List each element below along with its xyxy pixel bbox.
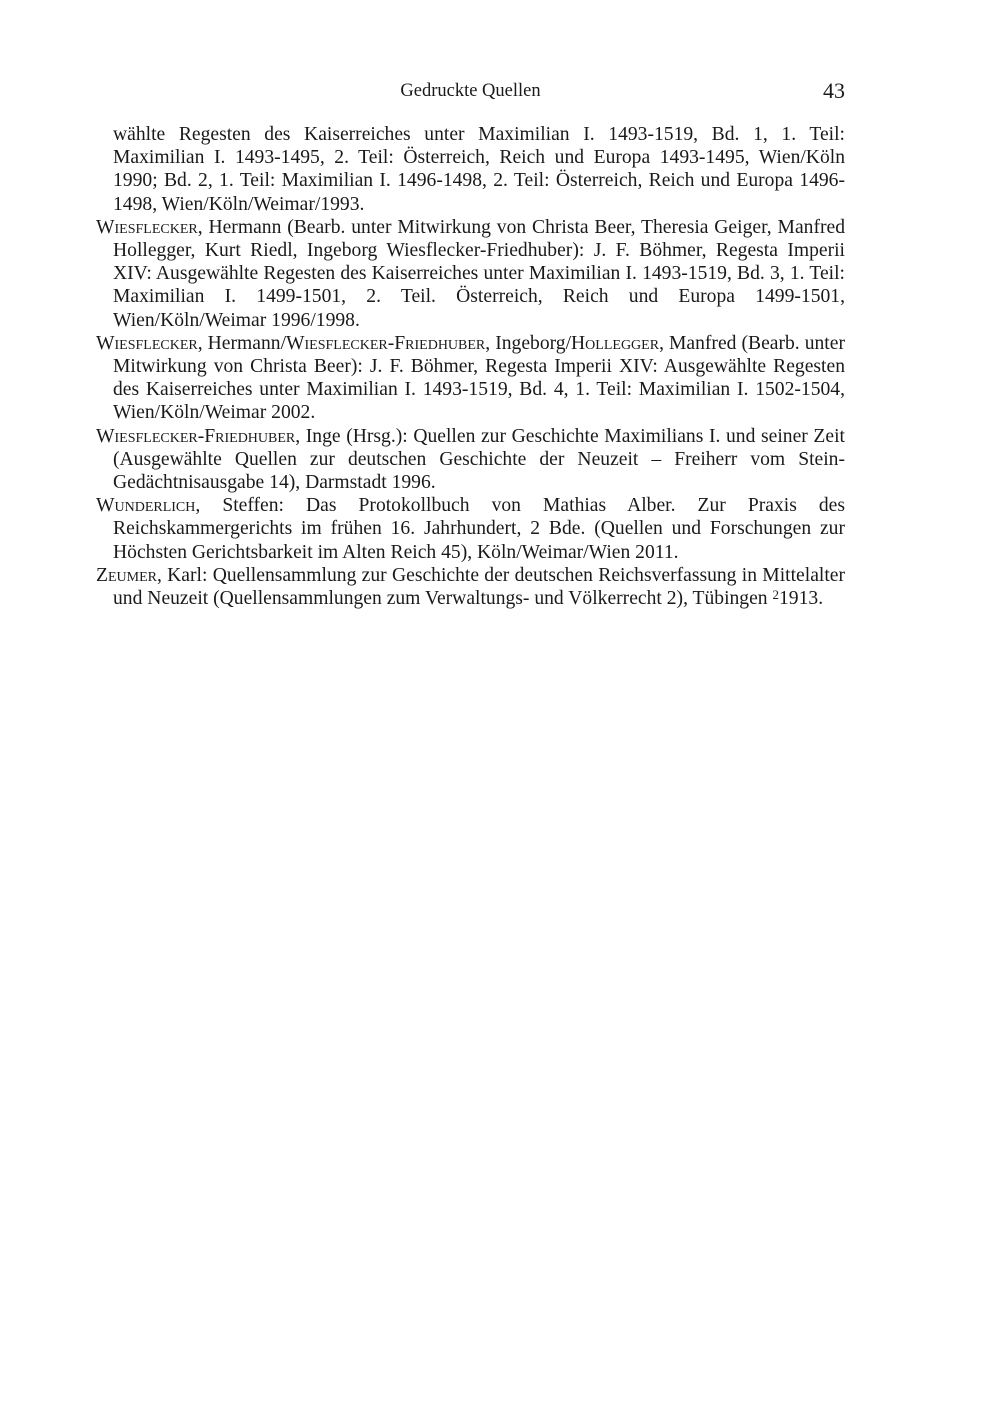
author-name: Wiesflecker-Friedhuber	[96, 425, 296, 447]
author-name: Wiesflecker	[96, 216, 198, 238]
author-name: Wiesflecker	[96, 332, 198, 354]
bibliography-list	[96, 123, 845, 610]
author-name: Zeumer	[96, 564, 157, 586]
bibliography-entry	[96, 425, 845, 495]
bibliography-entry	[96, 216, 845, 332]
entry-text: , Inge (Hrsg.): Quellen zur Geschichte Maximilians I. und seiner Zeit (Ausgewählte Quellen zur deutschen Geschichte der Neuzeit – Freiherr vom Stein-Gedächtnisausgabe 14), Darmstadt 1996.	[113, 425, 845, 494]
author-name: Wunderlich	[96, 495, 196, 517]
bibliography-entry	[96, 123, 845, 216]
page-number: 43	[823, 78, 845, 103]
author-name: Hollegger	[571, 332, 660, 354]
running-title: Gedruckte Quellen	[400, 81, 541, 101]
author-separator: , Hermann/	[197, 332, 287, 354]
page-header	[96, 78, 845, 106]
entry-text: , Karl: Quellensammlung zur Geschichte der deutschen Reichsverfassung in Mittelalter und Neuzeit (Quellensammlungen zum Verwaltungs- und Völkerrecht 2), Tübingen	[113, 564, 845, 610]
entry-text: , Steffen: Das Protokollbuch von Mathias Alber. Zur Praxis des Reichskammergerichts im frühen 16. Jahrhundert, 2 Bde. (Quellen und Forschungen zur Höchsten Gerichtsbarkeit im Alten Reich 45), Köln/Weimar/Wien 2011.	[113, 495, 845, 563]
author-separator: , Ingeborg/	[485, 332, 572, 354]
author-name: Wiesflecker-Friedhuber	[286, 332, 486, 354]
edition-superscript: 2	[772, 587, 779, 603]
bibliography-entry	[96, 332, 845, 425]
entry-text: wählte Regesten des Kaiserreiches unter Maximilian I. 1493-1519, Bd. 1, 1. Teil: Maximilian I. 1493-1495, 2. Teil: Österreich, Reich und Europa 1493-1495, Wien/Köln 1990; Bd. 2, 1. Teil: Maximilian I. 1496-1498, 2. Teil: Österreich, Reich und Europa 1496-1498, Wien/Köln/Weimar/1993.	[113, 124, 845, 215]
bibliography-entry	[96, 494, 845, 564]
entry-text: , Manfred (Bearb. unter Mitwirkung von Christa Beer): J. F. Böhmer, Regesta Imperii XIV: Ausgewählte Regesten des Kaiserreiches unter Maximilian I. 1493-1519, Bd. 4, 1. Teil: Maximilian I. 1502-1504, Wien/Köln/Weimar 2002.	[113, 332, 845, 424]
entry-text: , Hermann (Bearb. unter Mitwirkung von Christa Beer, Theresia Geiger, Manfred Hollegger, Kurt Riedl, Ingeborg Wiesflecker-Friedhuber): J. F. Böhmer, Regesta Imperii XIV: Ausgewählte Regesten des Kaiserreiches unter Maximilian I. 1493-1519, Bd. 3, 1. Teil: Maximilian I. 1499-1501, 2. Teil. Österreich, Reich und Europa 1499-1501, Wien/Köln/Weimar 1996/1998.	[113, 216, 845, 331]
bibliography-entry	[96, 564, 845, 610]
entry-year: 1913.	[779, 588, 824, 610]
